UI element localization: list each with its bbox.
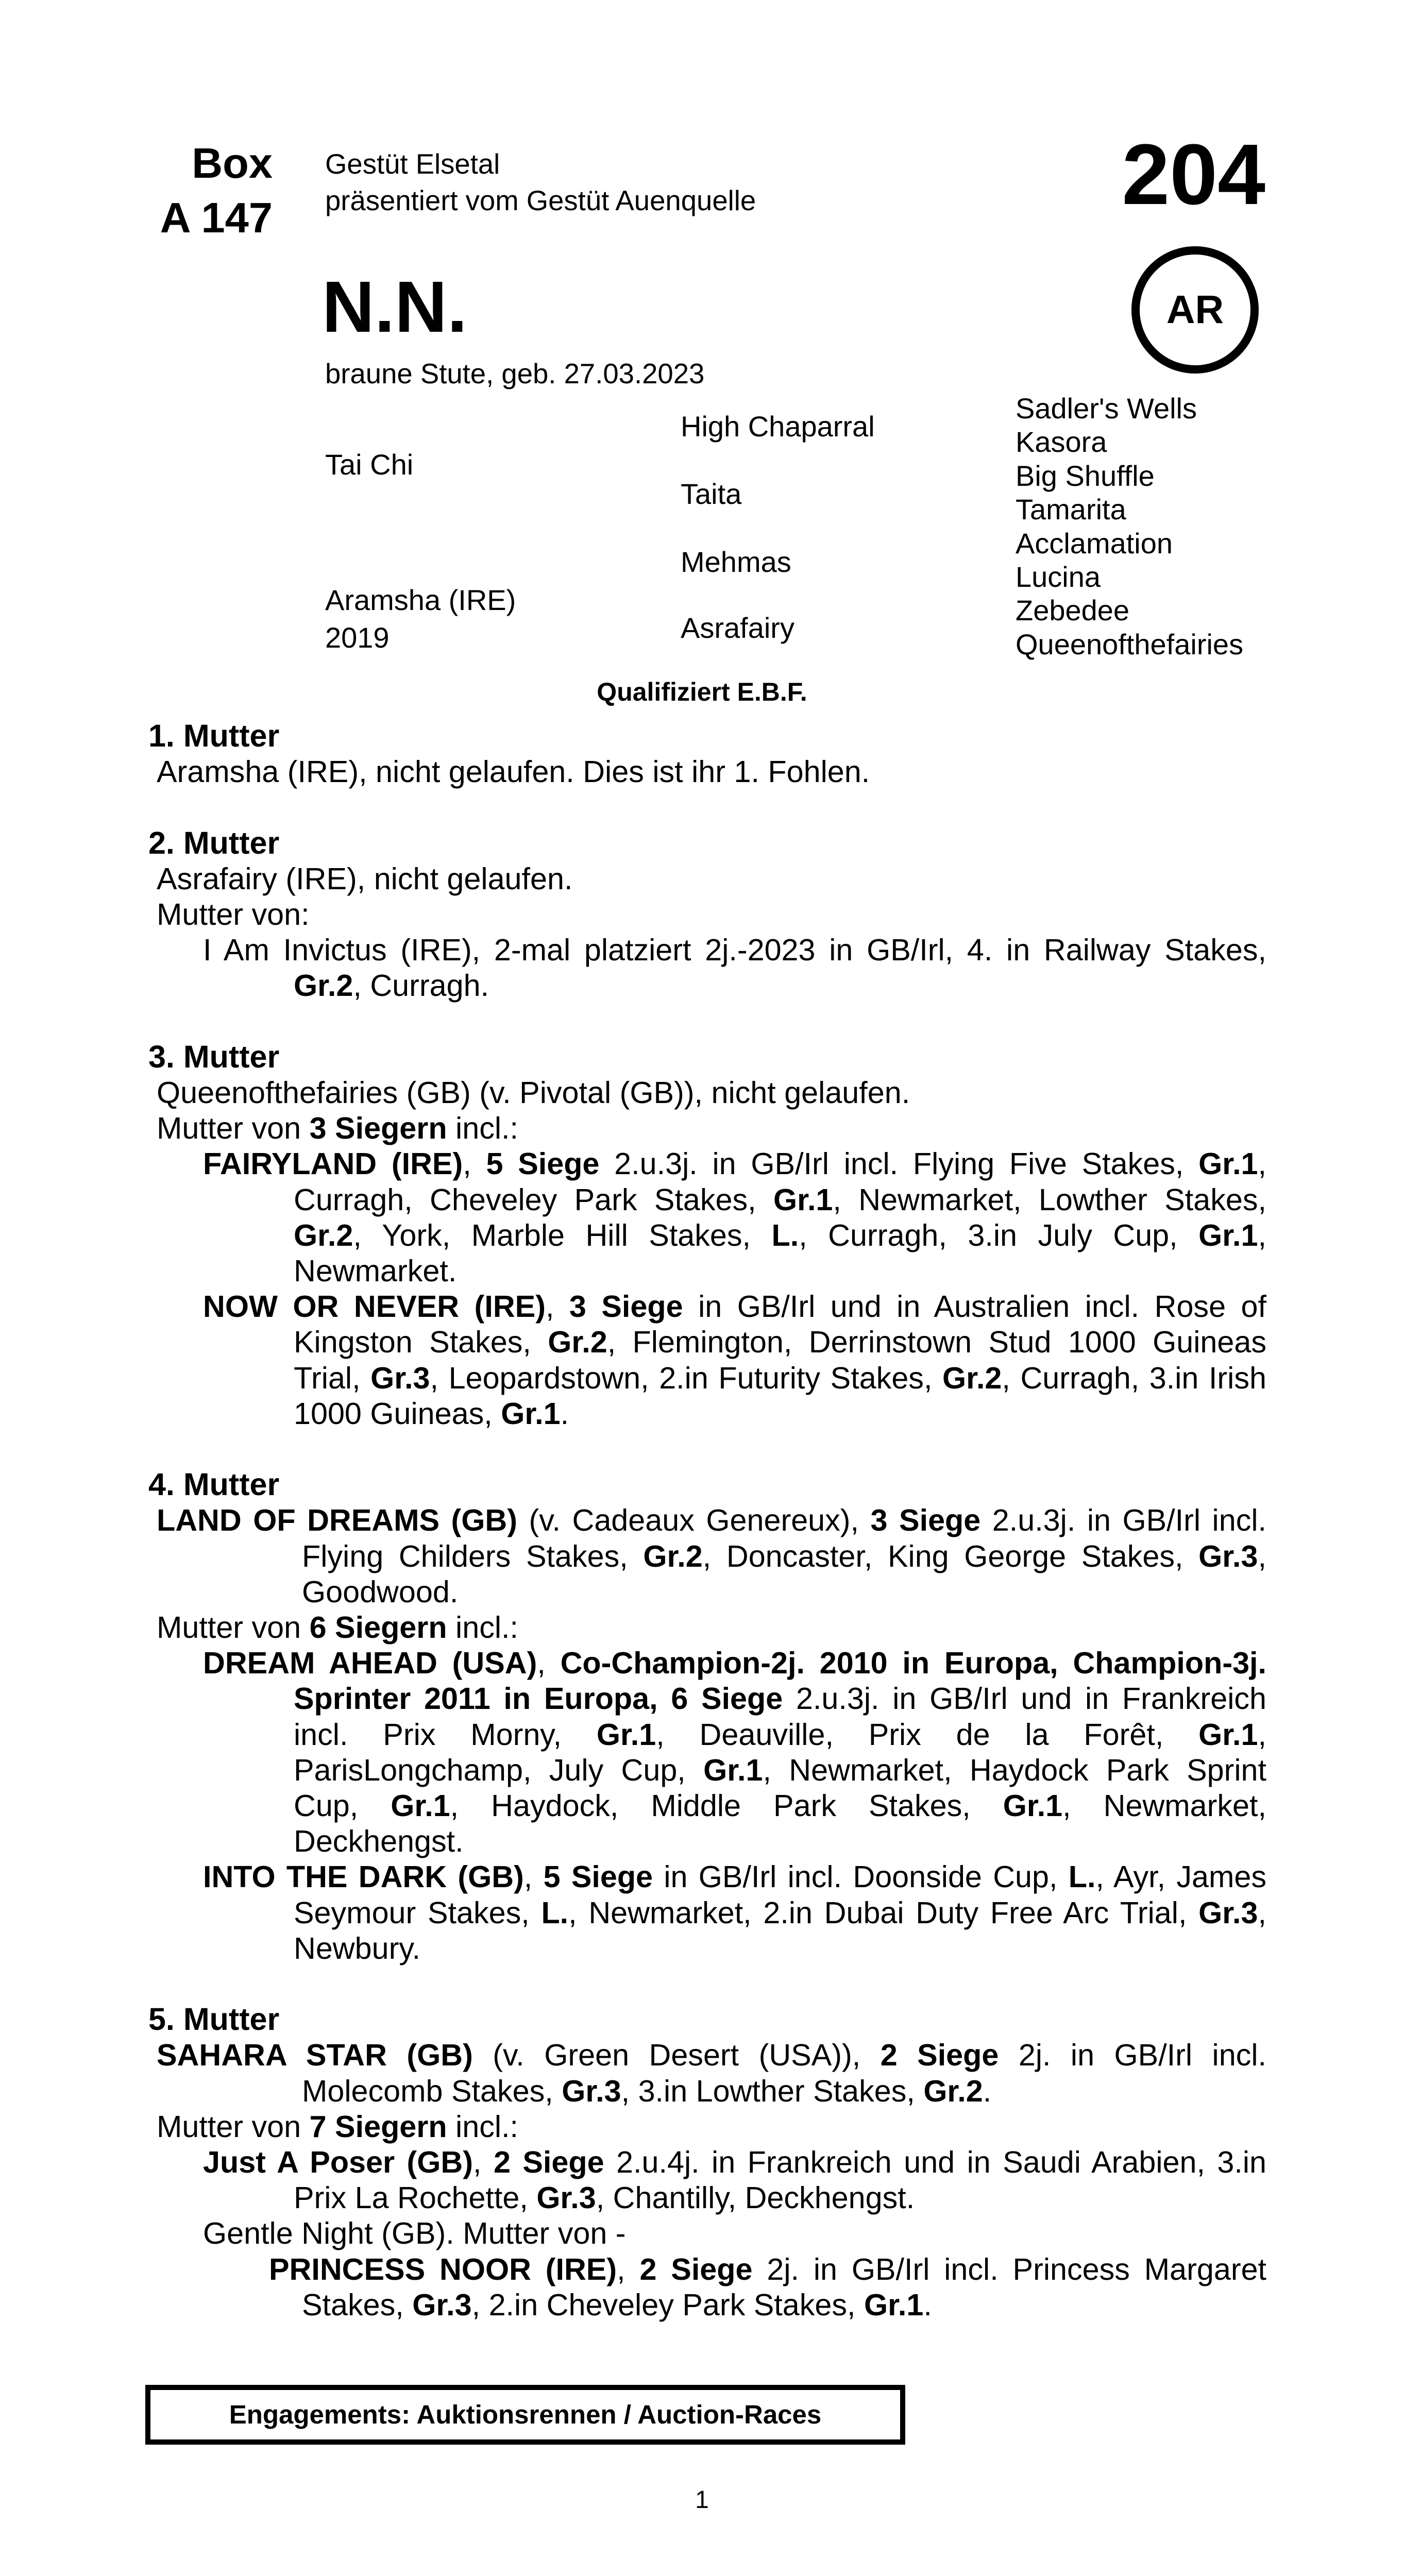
- presenter: präsentiert vom Gestüt Auenquelle: [325, 185, 756, 216]
- text-segment: .: [983, 2073, 992, 2108]
- bold-segment: DREAM AHEAD (USA): [203, 1646, 537, 1681]
- pedigree-paragraph: [148, 2037, 1266, 2108]
- pedigree-ggp: Sadler's Wells: [1016, 392, 1197, 425]
- dam-section: [148, 2002, 1266, 2323]
- text-segment: Gentle Night (GB). Mutter von -: [203, 2216, 626, 2251]
- pedigree-grandparent: High Chaparral: [681, 410, 875, 443]
- bold-segment: Gr.1: [1198, 1146, 1258, 1181]
- text-segment: in GB/Irl incl. Doonside Cup,: [653, 1859, 1069, 1894]
- text-segment: Mutter von: [157, 1610, 310, 1645]
- section-title: 1. Mutter: [148, 718, 280, 753]
- text-segment: incl.:: [447, 1610, 518, 1645]
- bold-segment: 6 Siegern: [309, 1610, 447, 1645]
- text-segment: , Leopardstown, 2.in Futurity Stakes,: [430, 1360, 943, 1395]
- bold-segment: 5 Siege: [543, 1859, 653, 1894]
- pedigree-paragraph: [148, 2109, 1266, 2144]
- bold-segment: LAND OF DREAMS (GB): [157, 1503, 517, 1538]
- dam-section: [148, 1039, 1266, 1431]
- bold-segment: 2 Siege: [880, 2038, 999, 2073]
- text-segment: incl.:: [447, 2109, 518, 2144]
- text-segment: 2j. in GB/Irl incl. Molecomb Stakes,: [302, 2038, 1266, 2108]
- pedigree-dam-year: 2019: [325, 621, 390, 654]
- box-label: Box: [192, 139, 273, 187]
- text-segment: Mutter von: [157, 2109, 310, 2144]
- bold-segment: Gr.1: [703, 1752, 763, 1787]
- pedigree-ggp: Zebedee: [1016, 594, 1130, 627]
- bold-segment: NOW OR NEVER (IRE): [203, 1289, 546, 1324]
- bold-segment: Gr.1: [596, 1717, 656, 1752]
- bold-segment: Gr.2: [643, 1538, 703, 1573]
- pedigree-ggp: Kasora: [1016, 426, 1107, 459]
- text-segment: (v. Cadeaux Genereux),: [517, 1503, 871, 1538]
- pedigree-paragraph: [148, 1146, 1266, 1289]
- bold-segment: Gr.1: [773, 1182, 833, 1217]
- text-segment: Queenofthefairies (GB) (v. Pivotal (GB)), nicht gelaufen.: [157, 1075, 910, 1110]
- pedigree-sire: Tai Chi: [325, 448, 414, 481]
- bold-segment: Gr.2: [923, 2073, 983, 2108]
- bold-segment: Gr.2: [548, 1325, 607, 1360]
- text-segment: , Doncaster, King George Stakes,: [702, 1538, 1199, 1573]
- bold-segment: 7 Siegern: [309, 2109, 447, 2144]
- pedigree-great-grandparents: [1016, 392, 1243, 661]
- horse-description: braune Stute, geb. 27.03.2023: [325, 358, 705, 389]
- qualification: Qualifiziert E.B.F.: [597, 677, 807, 706]
- text-segment: , Newmarket, Deckhengst.: [294, 1788, 1266, 1859]
- pedigree-paragraph: [148, 2215, 1266, 2251]
- bold-segment: Gr.1: [501, 1396, 561, 1431]
- text-segment: ,: [537, 1646, 561, 1681]
- pedigree-grandparent: Mehmas: [681, 546, 791, 578]
- pedigree-grandparent: Taita: [681, 478, 742, 510]
- page-number: 1: [695, 2486, 709, 2514]
- text-segment: ,: [472, 2145, 494, 2180]
- ar-badge-icon: AR: [1131, 246, 1259, 374]
- text-segment: , Deauville, Prix de la Forêt,: [656, 1717, 1199, 1752]
- text-segment: , Haydock, Middle Park Stakes,: [450, 1788, 1003, 1823]
- horse-name: N.N.: [322, 266, 467, 347]
- text-segment: Mutter von:: [157, 897, 310, 931]
- text-segment: ,: [523, 1859, 544, 1894]
- bold-segment: Gr.1: [864, 2287, 924, 2322]
- text-segment: ,: [617, 2251, 640, 2286]
- bold-segment: L.: [1068, 1859, 1096, 1894]
- text-segment: ,: [545, 1289, 569, 1324]
- dam-section: [148, 825, 1266, 1004]
- text-segment: .: [560, 1396, 569, 1431]
- text-segment: , Curragh, 3.in July Cup,: [799, 1217, 1199, 1252]
- engagements-box: Engagements: Auktionsrennen / Auction-Races: [145, 2385, 905, 2445]
- pedigree-paragraph: [148, 1075, 1266, 1110]
- bold-segment: Gr.2: [294, 968, 353, 1003]
- section-title: 5. Mutter: [148, 2002, 280, 2037]
- text-segment: in GB/Irl und in Australien incl. Rose of Kingston Stakes,: [294, 1289, 1266, 1360]
- bold-segment: Gr.1: [1003, 1788, 1063, 1823]
- bold-segment: Just A Poser (GB): [203, 2145, 473, 2180]
- box-number: A 147: [160, 194, 273, 242]
- text-segment: .: [923, 2287, 932, 2322]
- pedigree-paragraph: [148, 1645, 1266, 1859]
- bold-segment: INTO THE DARK (GB): [203, 1859, 524, 1894]
- text-segment: , Flemington, Derrinstown Stud 1000 Guineas Trial,: [294, 1325, 1267, 1395]
- text-segment: , Curragh, Cheveley Park Stakes,: [294, 1146, 1267, 1217]
- text-segment: , Newmarket, 2.in Dubai Duty Free Arc Trial,: [568, 1895, 1199, 1930]
- text-segment: , Chantilly, Deckhengst.: [596, 2180, 915, 2215]
- text-segment: Asrafairy (IRE), nicht gelaufen.: [157, 861, 573, 896]
- text-segment: , Newmarket.: [294, 1217, 1266, 1289]
- bold-segment: 2 Siege: [639, 2251, 753, 2286]
- pedigree-paragraph: [148, 1502, 1266, 1609]
- section-title: 4. Mutter: [148, 1467, 280, 1502]
- lot-number: 204: [1122, 127, 1265, 223]
- text-segment: incl.:: [447, 1111, 518, 1146]
- bold-segment: 3 Siegern: [309, 1111, 447, 1146]
- text-segment: 2.u.3j. in GB/Irl und in Frankreich incl. Prix Morny,: [294, 1681, 1266, 1752]
- text-segment: , York, Marble Hill Stakes,: [353, 1217, 772, 1252]
- bold-segment: Gr.2: [294, 1217, 353, 1252]
- pedigree-paragraph: [148, 1859, 1266, 1966]
- bold-segment: Gr.1: [391, 1788, 450, 1823]
- bold-segment: Gr.1: [1198, 1717, 1258, 1752]
- bold-segment: Gr.3: [1198, 1895, 1258, 1930]
- pedigree-paragraph: [148, 754, 1266, 789]
- pedigree-ggp: Queenofthefairies: [1016, 628, 1244, 660]
- text-segment: , 3.in Lowther Stakes,: [621, 2073, 924, 2108]
- pedigree-paragraph: [148, 1289, 1266, 1431]
- pedigree-paragraph: [148, 896, 1266, 932]
- pedigree-paragraph: [148, 1110, 1266, 1146]
- breeder: Gestüt Elsetal: [325, 148, 500, 180]
- text-segment: , Newmarket, Lowther Stakes,: [833, 1182, 1266, 1217]
- text-segment: (v. Green Desert (USA)),: [472, 2038, 881, 2073]
- text-segment: , Curragh.: [353, 968, 489, 1003]
- pedigree-paragraph: [148, 861, 1266, 896]
- bold-segment: FAIRYLAND (IRE): [203, 1146, 463, 1181]
- bold-segment: 3 Siege: [870, 1503, 981, 1538]
- section-title: 3. Mutter: [148, 1039, 280, 1074]
- bold-segment: 5 Siege: [486, 1146, 600, 1181]
- pedigree-ggp: Big Shuffle: [1016, 459, 1155, 492]
- text-segment: , Newbury.: [294, 1895, 1266, 1965]
- bold-segment: Gr.3: [536, 2180, 596, 2215]
- text-segment: 2.u.3j. in GB/Irl incl. Flying Childers Stakes,: [302, 1503, 1267, 1573]
- text-segment: , ParisLongchamp, July Cup,: [294, 1717, 1266, 1787]
- pedigree-grandparent: Asrafairy: [681, 612, 794, 644]
- pedigree-paragraph: [148, 1609, 1266, 1645]
- text-segment: , Ayr, James Seymour Stakes,: [294, 1859, 1266, 1930]
- bold-segment: Gr.2: [942, 1360, 1002, 1395]
- text-segment: 2.u.3j. in GB/Irl incl. Flying Five Stakes,: [599, 1146, 1199, 1181]
- pedigree-paragraph: [148, 2251, 1266, 2323]
- bold-segment: Gr.3: [1198, 1538, 1258, 1573]
- text-segment: , 2.in Cheveley Park Stakes,: [471, 2287, 864, 2322]
- pedigree-paragraph: [148, 2144, 1266, 2215]
- dam-section: [148, 1467, 1266, 1966]
- text-segment: , Curragh, 3.in Irish 1000 Guineas,: [294, 1360, 1266, 1431]
- bold-segment: Co-Champion-2j. 2010 in Europa, Champion-3j. Sprinter 2011 in Europa, 6 Siege: [294, 1646, 1266, 1716]
- text-segment: I Am Invictus (IRE), 2-mal platziert 2j.-2023 in GB/Irl, 4. in Railway Stakes,: [203, 933, 1266, 968]
- section-title: 2. Mutter: [148, 825, 280, 860]
- bold-segment: L.: [541, 1895, 569, 1930]
- pedigree-ggp: Acclamation: [1016, 527, 1173, 560]
- text-segment: ,: [463, 1146, 486, 1181]
- bold-segment: Gr.3: [412, 2287, 472, 2322]
- pedigree-ggp: Tamarita: [1016, 493, 1126, 526]
- pedigree-dam: Aramsha (IRE): [325, 584, 516, 616]
- bold-segment: Gr.3: [562, 2073, 621, 2108]
- bold-segment: 3 Siege: [569, 1289, 683, 1324]
- text-segment: , Goodwood.: [302, 1538, 1266, 1609]
- text-segment: Mutter von: [157, 1111, 310, 1146]
- pedigree-paragraph: [148, 932, 1266, 1003]
- text-segment: 2j. in GB/Irl incl. Princess Margaret Stakes,: [302, 2251, 1267, 2322]
- text-segment: , Newmarket, Haydock Park Sprint Cup,: [294, 1752, 1266, 1823]
- bold-segment: Gr.3: [370, 1360, 430, 1395]
- bold-segment: L.: [771, 1217, 799, 1252]
- dam-section: [148, 718, 1266, 789]
- text-segment: Aramsha (IRE), nicht gelaufen. Dies ist ihr 1. Fohlen.: [157, 754, 870, 789]
- bold-segment: Gr.1: [1198, 1217, 1258, 1252]
- bold-segment: PRINCESS NOOR (IRE): [269, 2251, 617, 2286]
- pedigree-ggp: Lucina: [1016, 561, 1101, 594]
- bold-segment: SAHARA STAR (GB): [157, 2038, 473, 2073]
- dam-line: [148, 718, 1266, 2358]
- text-segment: 2.u.4j. in Frankreich und in Saudi Arabien, 3.in Prix La Rochette,: [294, 2145, 1267, 2215]
- bold-segment: 2 Siege: [493, 2145, 604, 2180]
